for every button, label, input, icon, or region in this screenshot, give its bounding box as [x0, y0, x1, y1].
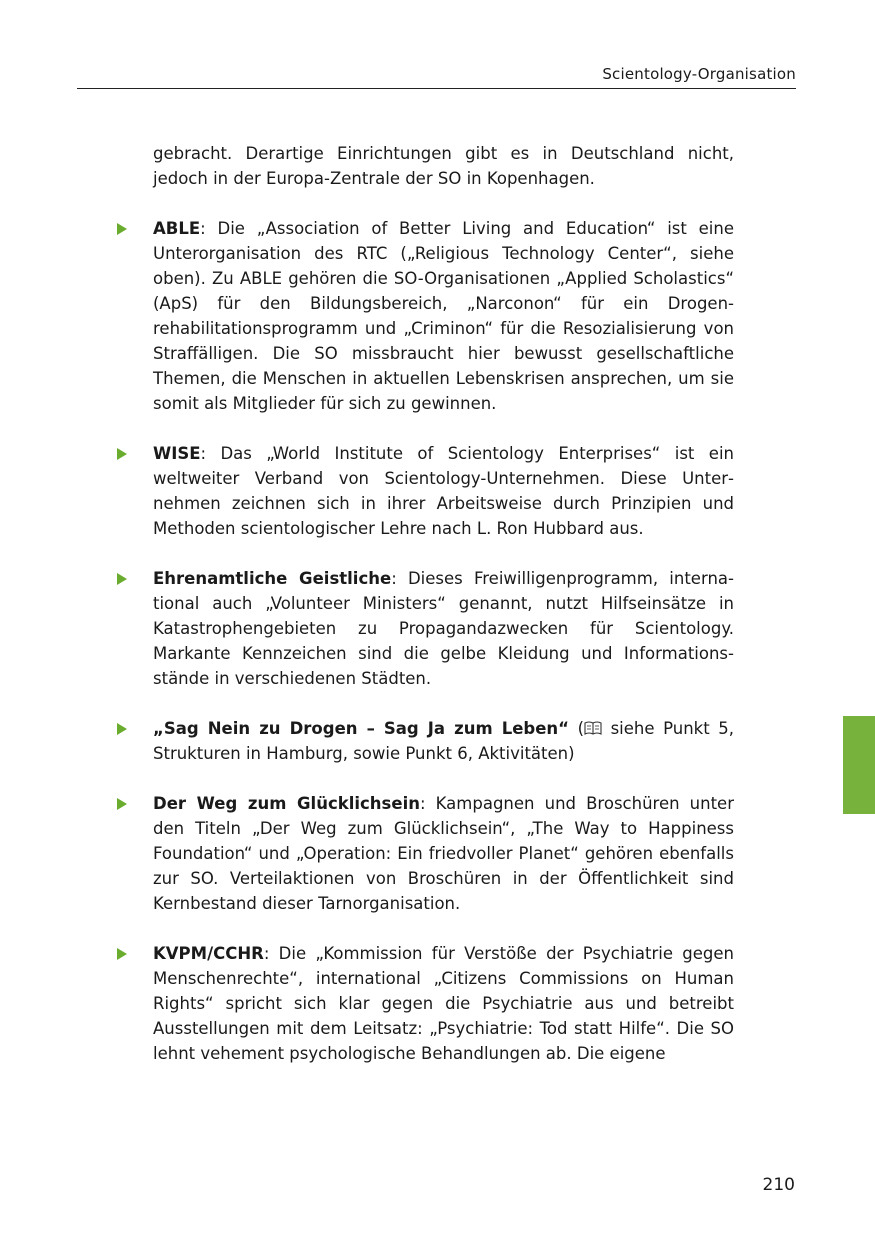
- list-item-wise: [115, 441, 734, 541]
- triangle-bullet-icon: [117, 723, 127, 735]
- running-title: Scientology-Organisation: [602, 65, 796, 83]
- item-text-after-icon: siehe Punkt 5, Strukturen in Hamburg, sowie Punkt 6, Aktivitäten): [153, 719, 734, 763]
- item-term: „Sag Nein zu Drogen – Sag Ja zum Leben“: [153, 719, 570, 738]
- page-number: 210: [762, 1175, 795, 1195]
- chapter-tab: [843, 716, 875, 814]
- running-header: [77, 63, 796, 89]
- list-item-der-weg-zum-gluecklichsein: [115, 791, 734, 916]
- triangle-bullet-icon: [117, 798, 127, 810]
- book-icon: [584, 721, 602, 736]
- item-term: Der Weg zum Glücklichsein: [153, 794, 420, 813]
- item-text-before-icon: (: [569, 719, 585, 738]
- item-text: : Das „World Institute of Scientology Enterprises“ ist ein weltweiter Verband von Scientology-Unternehmen. Diese Unternehmen zeichnen sich in ihrer Arbeitsweise durch Prinzipien und Methoden scientologischer Lehre nach L. Ron Hubbard aus.: [153, 444, 734, 538]
- list-item-able: [115, 216, 734, 416]
- continuation-paragraph: gebracht. Derartige Einrichtungen gibt es in Deutschland nicht, jedoch in der Europa-Zentrale der SO in Kopenhagen.: [153, 144, 734, 188]
- page-body: [115, 141, 734, 1091]
- item-text: : Die „Association of Better Living and Education“ ist eine Unterorganisation des RTC („Religious Technology Center“, siehe oben). Zu ABLE gehören die SO-Organisationen „Applied Scholastics“ (ApS) für den Bildungsbereich, „Narconon“ für ein Drogenrehabilitationsprogramm und „Criminon“ für die Resozialisierung von Straffälligen. Die SO missbraucht hier bewusst gesellschaftliche Themen, die Menschen in aktuellen Lebenskrisen ansprechen, um sie somit als Mitglieder für sich zu gewinnen.: [153, 219, 734, 413]
- item-text: : Kampagnen und Broschüren unter den Titeln „Der Weg zum Glücklichsein“, „The Way to Happiness Foundation“ und „Operation: Ein friedvoller Planet“ gehören ebenfalls zur SO. Verteilaktionen von Broschüren in der Öffentlichkeit sind Kernbestand dieser Tarnorganisation.: [153, 794, 734, 913]
- list-item-kvpm-cchr: [115, 941, 734, 1066]
- item-text: : Dieses Freiwilligenprogramm, international auch „Volunteer Ministers“ genannt, nutzt Hilfseinsätze in Katastrophengebieten zu Propagandazwecken für Scientology. Markante Kennzeichen sind die gelbe Kleidung und Informationsstände in verschiedenen Städten.: [153, 569, 734, 688]
- item-term: ABLE: [153, 219, 201, 238]
- item-term: WISE: [153, 444, 201, 463]
- item-term: Ehrenamtliche Geistliche: [153, 569, 392, 588]
- triangle-bullet-icon: [117, 573, 127, 585]
- item-term: KVPM/CCHR: [153, 944, 264, 963]
- list-item-sag-nein-zu-drogen: [115, 716, 734, 766]
- triangle-bullet-icon: [117, 448, 127, 460]
- triangle-bullet-icon: [117, 948, 127, 960]
- list-item-ehrenamtliche-geistliche: [115, 566, 734, 691]
- triangle-bullet-icon: [117, 223, 127, 235]
- item-text: : Die „Kommission für Verstöße der Psychiatrie gegen Menschenrechte“, international „Citizens Commissions on Human Rights“ spricht sich klar gegen die Psychiatrie aus und betreibt Ausstellungen mit dem Leitsatz: „Psychiatrie: Tod statt Hilfe“. Die SO lehnt vehement psychologische Behandlungen ab. Die eigene: [153, 944, 734, 1063]
